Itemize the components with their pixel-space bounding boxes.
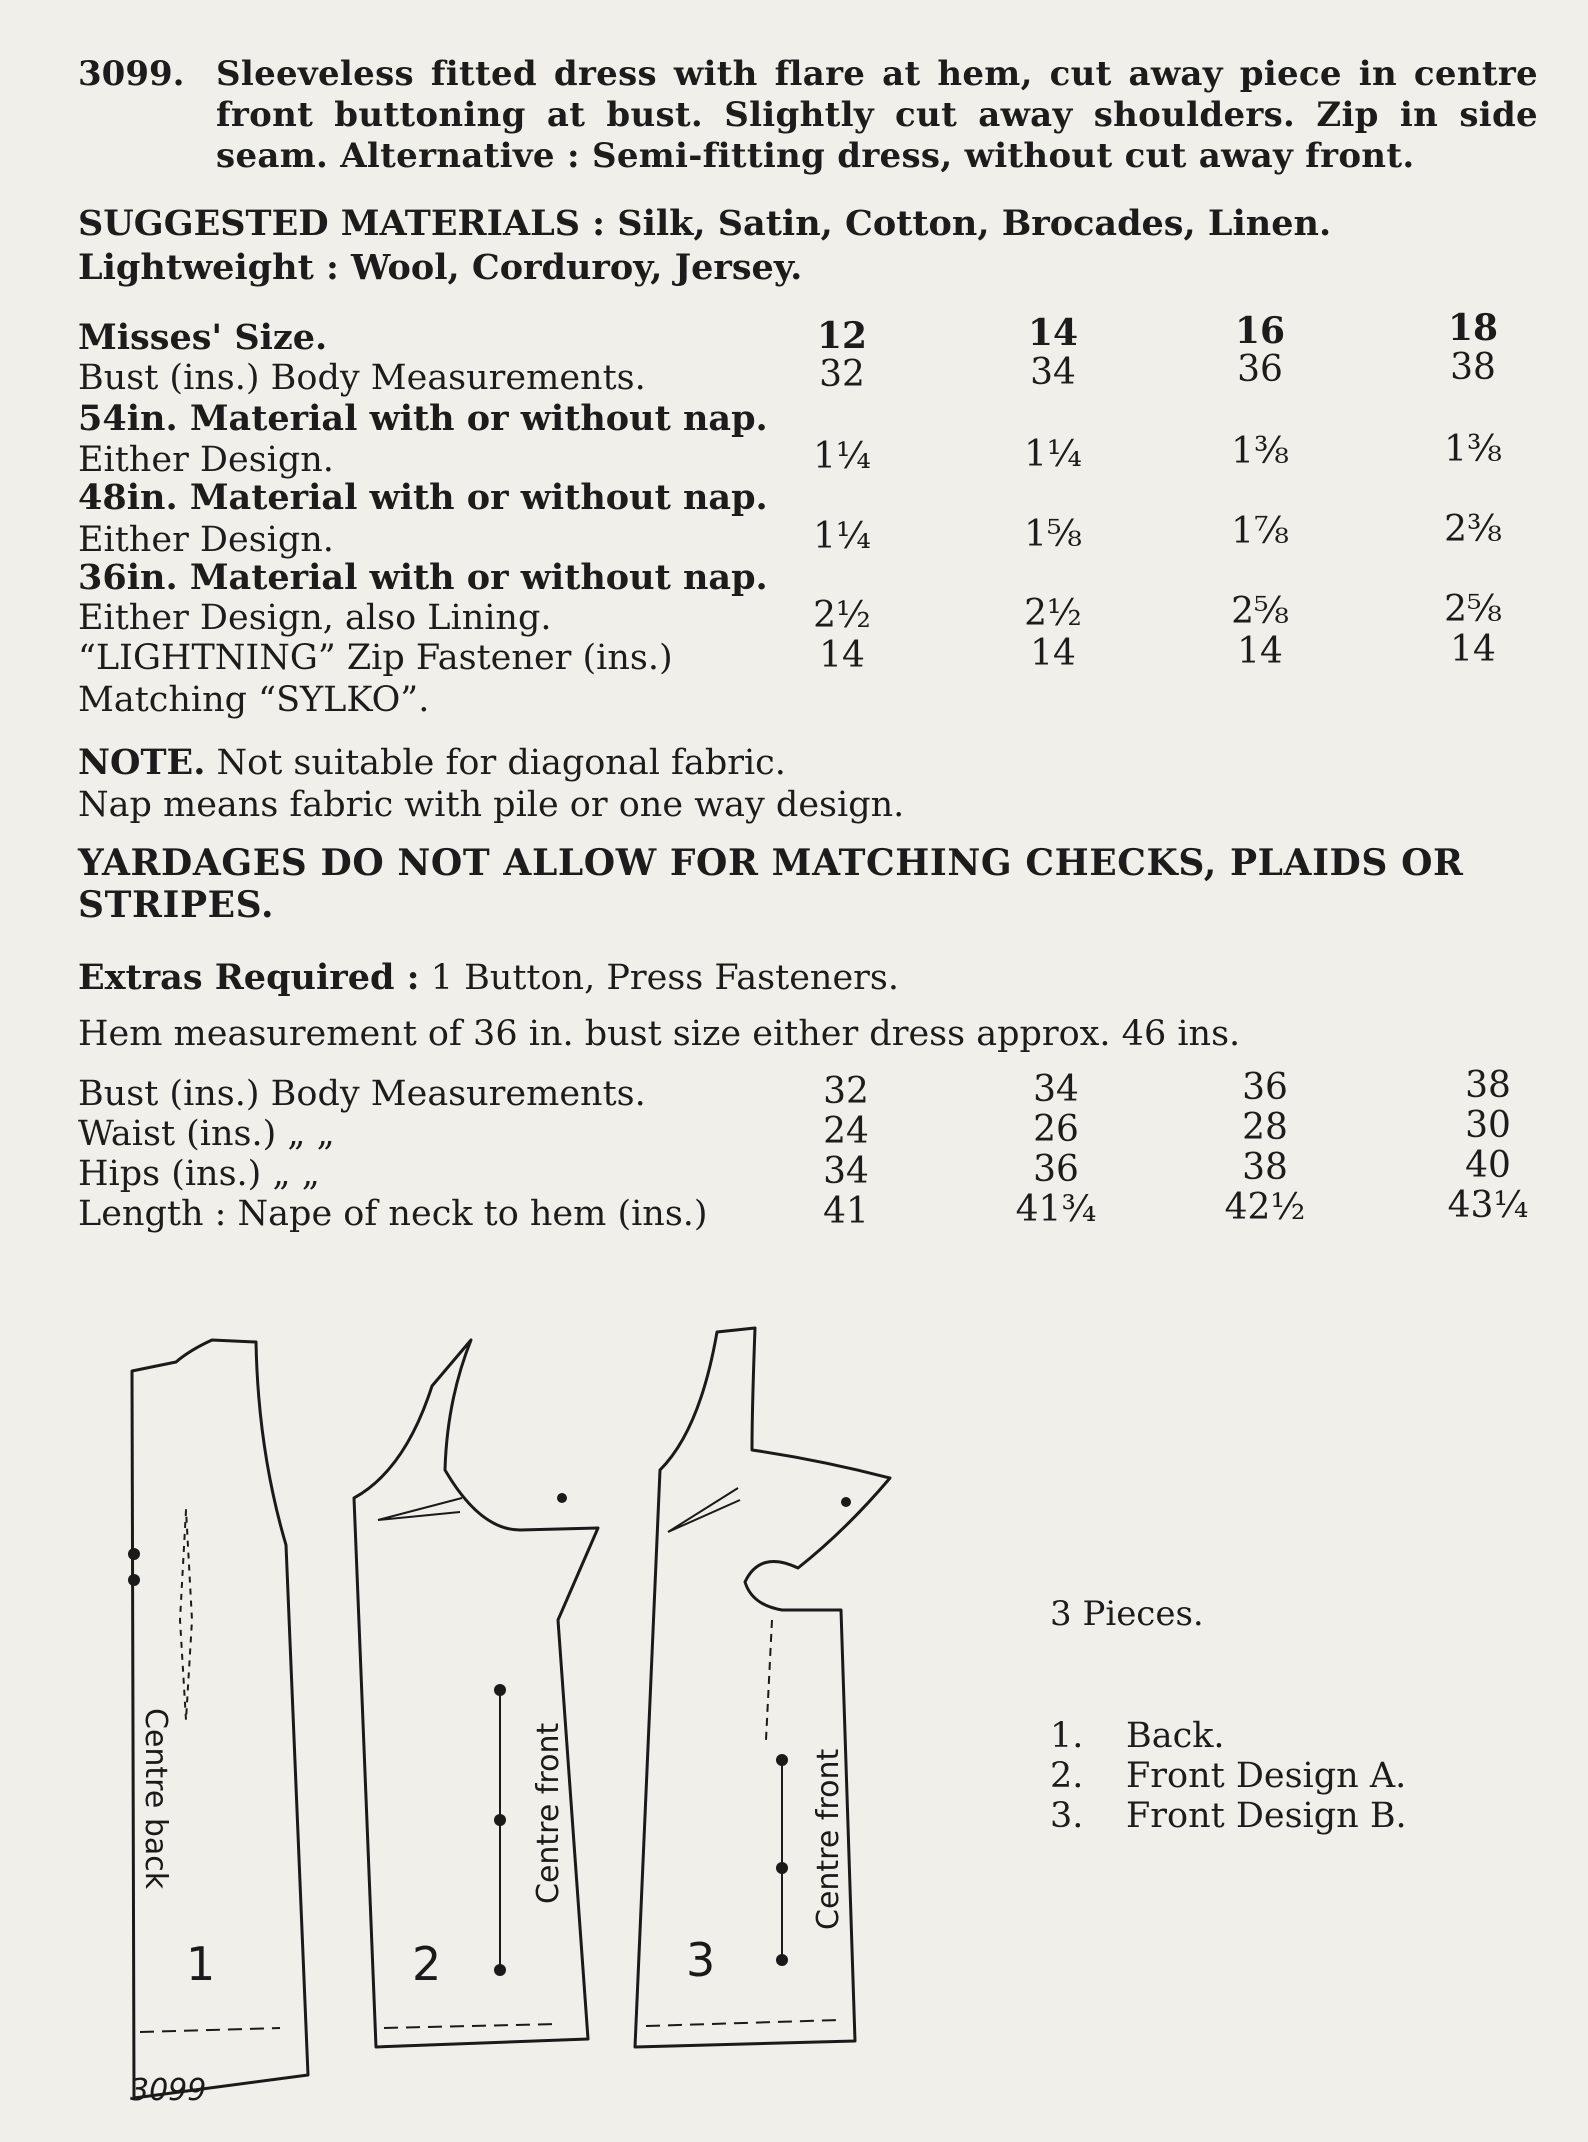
yardage-row-label: 36in. Material with or without nap. [78, 557, 768, 598]
body-cell: 36 [1242, 1067, 1288, 1108]
piece-1-number: 1 [186, 1937, 216, 1991]
piece-3-label: Centre front [811, 1748, 846, 1930]
note-label: NOTE. [78, 742, 206, 783]
piece-name: Back. [1126, 1716, 1225, 1756]
piece-3-marker [776, 1954, 788, 1966]
yardage-row-label: Either Design. [78, 520, 334, 560]
body-row-label: Hips (ins.) „ „ [78, 1154, 320, 1194]
piece-3-marker [841, 1497, 851, 1507]
body-cell: 41¾ [1015, 1189, 1097, 1230]
piece-1-label: Centre back [138, 1708, 173, 1890]
yardage-cell: 14 [1450, 629, 1496, 670]
note [78, 742, 904, 826]
piece-2-outline [354, 1340, 598, 2047]
yardage-row-label: 48in. Material with or without nap. [78, 477, 768, 518]
yardage-warning: YARDAGES DO NOT ALLOW FOR MATCHING CHECKS, PLAIDS OR STRIPES. [78, 842, 1464, 926]
body-cell: 34 [1033, 1069, 1079, 1110]
body-cell: 24 [823, 1111, 869, 1152]
note-line-2: Nap means fabric with pile or one way design. [78, 785, 905, 825]
size-12: 12 [816, 315, 868, 357]
yardage-row-label: Either Design, also Lining. [78, 598, 552, 638]
yardage-cell: 1⅞ [1231, 511, 1289, 552]
yardage-cell: 1⅜ [1231, 431, 1289, 472]
pieces-count: 3 Pieces. [1050, 1594, 1204, 1634]
yardage-cell: 2½ [1024, 593, 1082, 634]
yardage-row-label: Either Design. [78, 440, 334, 480]
piece-number: 2. [1050, 1756, 1084, 1796]
yardage-cell: 1¼ [813, 436, 871, 477]
body-row-label: Waist (ins.) „ „ [78, 1114, 335, 1154]
yardage-cell: 1¼ [1024, 434, 1082, 475]
piece-2-marker [494, 1964, 506, 1976]
yardage-row-label: Bust (ins.) Body Measurements. [78, 358, 646, 398]
extras-value: 1 Button, Press Fasteners. [419, 958, 899, 998]
yardage-cell: 1⅜ [1444, 429, 1502, 470]
piece-2-number: 2 [412, 1937, 442, 1991]
piece-3-dart [668, 1488, 740, 1532]
body-cell: 30 [1465, 1105, 1511, 1146]
body-row-label: Length : Nape of neck to hem (ins.) [78, 1194, 708, 1234]
yardage-row-label: “LIGHTNING” Zip Fastener (ins.) [78, 638, 673, 678]
body-cell: 28 [1242, 1107, 1288, 1148]
piece-3-marker [776, 1862, 788, 1874]
piece-number: 3. [1050, 1796, 1084, 1836]
yardage-cell: 2⅝ [1444, 589, 1502, 630]
yardage-cell: 2⅜ [1444, 509, 1502, 550]
yardage-cell: 38 [1450, 347, 1496, 388]
body-row-label: Bust (ins.) Body Measurements. [78, 1074, 646, 1114]
body-cell: 43¼ [1447, 1185, 1529, 1226]
body-cell: 42½ [1224, 1187, 1306, 1228]
piece-3-hem-line [646, 2020, 840, 2026]
body-cell: 26 [1033, 1109, 1079, 1150]
piece-name: Front Design A. [1126, 1756, 1407, 1796]
description-text: Sleeveless fitted dress with flare at hem, cut away piece in centre front buttoning at bust. Slightly cut away shoulders. Zip in side seam. Alternative : Semi-fitting dress, without cut away front. [216, 54, 1538, 176]
piece-3-marker [776, 1754, 788, 1766]
yardage-row-label: Matching “SYLKO”. [78, 680, 430, 720]
piece-1-marker [128, 1548, 140, 1560]
yardage-cell: 14 [1030, 633, 1076, 674]
yardage-cell: 32 [819, 354, 865, 395]
size-16: 16 [1234, 310, 1286, 352]
body-cell: 38 [1465, 1065, 1511, 1106]
piece-1-dart [180, 1510, 192, 1720]
piece-2-marker [557, 1493, 567, 1503]
suggested-materials [78, 202, 1331, 290]
piece-list-item [1050, 1796, 1407, 1836]
pattern-number: 3099. [78, 54, 185, 94]
yardage-cell: 34 [1030, 352, 1076, 393]
body-cell: 34 [823, 1151, 869, 1192]
materials-line-2: Lightweight : Wool, Corduroy, Jersey. [78, 247, 803, 288]
pattern-description [78, 54, 1538, 177]
body-cell: 38 [1242, 1147, 1288, 1188]
size-18: 18 [1447, 307, 1499, 349]
piece-1-marker [128, 1574, 140, 1586]
body-cell: 41 [823, 1191, 869, 1232]
size-header-label: Misses' Size. [78, 317, 328, 358]
body-cell: 36 [1033, 1149, 1079, 1190]
yardage-cell: 1⅝ [1024, 514, 1082, 555]
yardage-cell: 36 [1237, 349, 1283, 390]
piece-2-marker [494, 1814, 506, 1826]
yardage-cell: 14 [1237, 631, 1283, 672]
piece-1-hem-line [140, 2028, 280, 2032]
yardage-cell: 2⅝ [1231, 591, 1289, 632]
yardage-cell: 14 [819, 635, 865, 676]
body-cell: 40 [1465, 1145, 1511, 1186]
body-cell: 32 [823, 1071, 869, 1112]
yardage-cell: 1¼ [813, 516, 871, 557]
hem-measurement: Hem measurement of 36 in. bust size either dress approx. 46 ins. [78, 1014, 1241, 1054]
pattern-pieces-diagram [0, 1320, 940, 2120]
piece-number: 1. [1050, 1716, 1084, 1756]
size-14: 14 [1027, 312, 1079, 354]
piece-2-marker [494, 1684, 506, 1696]
handwritten-pattern-number: 3099 [130, 2073, 207, 2108]
piece-2-hem-line [384, 2024, 560, 2028]
piece-list-item [1050, 1756, 1406, 1796]
piece-name: Front Design B. [1126, 1796, 1407, 1836]
piece-2-label: Centre front [531, 1722, 566, 1904]
piece-3-outline [635, 1328, 890, 2047]
piece-3-number: 3 [686, 1933, 716, 1987]
yardage-row-label: 54in. Material with or without nap. [78, 398, 768, 439]
extras-required [78, 958, 899, 998]
materials-line-1: SUGGESTED MATERIALS : Silk, Satin, Cotton, Brocades, Linen. [78, 203, 1332, 244]
note-line-1: Not suitable for diagonal fabric. [205, 743, 786, 783]
yardage-cell: 2½ [813, 595, 871, 636]
piece-list-item [1050, 1716, 1225, 1756]
extras-label: Extras Required : [78, 957, 420, 998]
piece-2-dart [378, 1498, 462, 1520]
piece-3-button-line [766, 1620, 772, 1740]
